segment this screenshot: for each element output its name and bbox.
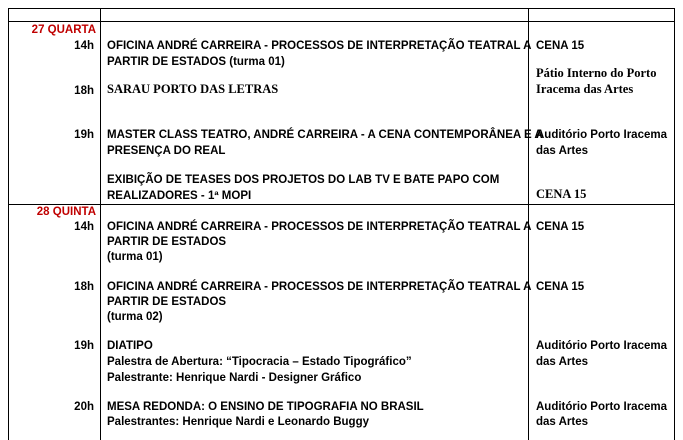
column-divider-1 bbox=[100, 8, 101, 440]
session-title-line: PARTIR DE ESTADOS bbox=[107, 296, 227, 308]
day-divider bbox=[8, 204, 675, 205]
session-location: Iracema das Artes bbox=[536, 82, 634, 96]
session-title-line: SARAU PORTO DAS LETRAS bbox=[107, 82, 279, 96]
session-title-line: REALIZADORES - 1ª MOPI bbox=[107, 190, 252, 202]
session-title-line: MASTER CLASS TEATRO, ANDRÉ CARREIRA - A CENA CONTEMPORÂNEA E A bbox=[107, 129, 543, 141]
session-title-line: DIATIPO bbox=[107, 340, 153, 352]
session-title-line: (turma 02) bbox=[107, 311, 163, 323]
session-hour: 14h bbox=[74, 221, 94, 233]
table-border-top bbox=[8, 8, 675, 9]
session-title-line: PRESENÇA DO REAL bbox=[107, 145, 226, 157]
header-row-divider bbox=[8, 21, 675, 22]
session-location: Auditório Porto Iracema bbox=[536, 340, 667, 352]
day-label: 28 QUINTA bbox=[36, 206, 96, 218]
session-hour: 20h bbox=[74, 401, 94, 413]
session-title-line: EXIBIÇÃO DE TEASES DOS PROJETOS DO LAB TV E BATE PAPO COM bbox=[107, 174, 500, 186]
day-label: 27 QUARTA bbox=[31, 24, 96, 36]
session-location: Auditório Porto Iracema bbox=[536, 401, 667, 413]
session-location: Auditório Porto Iracema bbox=[536, 129, 667, 141]
session-location: CENA 15 bbox=[536, 281, 585, 293]
session-location: das Artes bbox=[536, 416, 588, 428]
session-title-line: Palestrantes: Henrique Nardi e Leonardo Buggy bbox=[107, 416, 370, 428]
session-title-line: PARTIR DE ESTADOS bbox=[107, 236, 227, 248]
session-hour: 19h bbox=[74, 129, 94, 141]
session-title-line: PARTIR DE ESTADOS (turma 01) bbox=[107, 56, 285, 68]
session-title-line: OFICINA ANDRÉ CARREIRA - PROCESSOS DE INTERPRETAÇÃO TEATRAL A bbox=[107, 281, 532, 293]
session-title-line: OFICINA ANDRÉ CARREIRA - PROCESSOS DE INTERPRETAÇÃO TEATRAL A bbox=[107, 221, 532, 233]
session-location: das Artes bbox=[536, 356, 588, 368]
session-location: Pátio Interno do Porto bbox=[536, 66, 657, 80]
session-hour: 19h bbox=[74, 340, 94, 352]
table-border-right bbox=[674, 8, 675, 440]
session-title-line: (turma 01) bbox=[107, 251, 163, 263]
session-title-line: OFICINA ANDRÉ CARREIRA - PROCESSOS DE INTERPRETAÇÃO TEATRAL A bbox=[107, 40, 532, 52]
session-location: CENA 15 bbox=[536, 40, 585, 52]
session-location: das Artes bbox=[536, 145, 588, 157]
session-hour: 14h bbox=[74, 40, 94, 52]
session-title-line: Palestra de Abertura: “Tipocracia – Estado Tipográfico” bbox=[107, 356, 412, 368]
session-location: CENA 15 bbox=[536, 221, 585, 233]
session-title-line: MESA REDONDA: O ENSINO DE TIPOGRAFIA NO BRASIL bbox=[107, 401, 424, 413]
session-location: CENA 15 bbox=[536, 187, 587, 201]
session-hour: 18h bbox=[74, 281, 94, 293]
session-title-line: Palestrante: Henrique Nardi - Designer Gráfico bbox=[107, 372, 362, 384]
session-hour: 18h bbox=[74, 85, 94, 97]
